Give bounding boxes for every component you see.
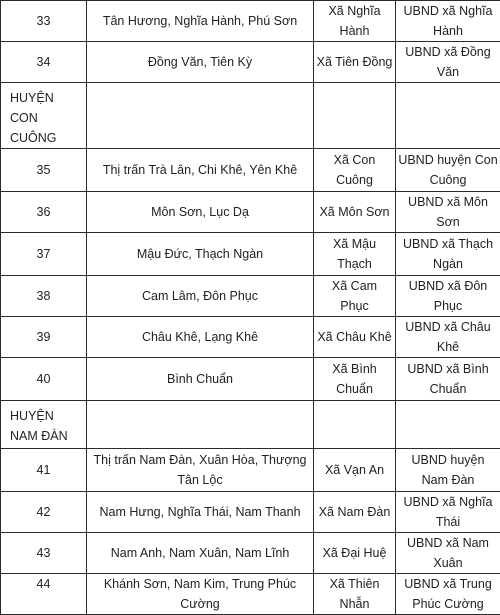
authority-cell: UBND xã Nghĩa Thái (396, 492, 500, 533)
authority-cell: UBND xã Trung Phúc Cường (396, 574, 500, 615)
table-row (1, 276, 500, 317)
table-row (1, 233, 500, 276)
row-number-cell: 42 (1, 492, 87, 533)
new-commune-cell: Xã Nghĩa Hành (314, 1, 396, 42)
new-commune-cell: Xã Châu Khê (314, 317, 396, 358)
empty-cell (87, 83, 314, 149)
table-row (1, 149, 500, 192)
row-number-cell: 33 (1, 1, 87, 42)
table-row (1, 317, 500, 358)
table-body (1, 1, 500, 615)
district-header-row (1, 83, 500, 149)
merged-areas-cell: Mậu Đức, Thạch Ngàn (87, 233, 314, 276)
row-number-cell: 35 (1, 149, 87, 192)
district-header-row (1, 401, 500, 449)
merged-areas-cell: Thị trấn Trà Lân, Chi Khê, Yên Khê (87, 149, 314, 192)
table-row (1, 1, 500, 42)
empty-cell (87, 401, 314, 449)
merged-areas-cell: Tân Hương, Nghĩa Hành, Phú Sơn (87, 1, 314, 42)
new-commune-cell: Xã Tiên Đồng (314, 42, 396, 83)
table-row (1, 358, 500, 401)
new-commune-cell: Xã Môn Sơn (314, 192, 396, 233)
empty-cell (314, 83, 396, 149)
merged-areas-cell: Môn Sơn, Lục Dạ (87, 192, 314, 233)
authority-cell: UBND xã Bình Chuẩn (396, 358, 500, 401)
table-row (1, 42, 500, 83)
authority-cell: UBND xã Đồng Văn (396, 42, 500, 83)
empty-cell (396, 83, 500, 149)
authority-cell: UBND xã Nghĩa Hành (396, 1, 500, 42)
table-row (1, 492, 500, 533)
new-commune-cell: Xã Đại Huệ (314, 533, 396, 574)
table-row (1, 533, 500, 574)
empty-cell (314, 401, 396, 449)
new-commune-cell: Xã Mậu Thạch (314, 233, 396, 276)
merged-areas-cell: Đồng Văn, Tiên Kỳ (87, 42, 314, 83)
empty-cell (396, 401, 500, 449)
new-commune-cell: Xã Thiên Nhẫn (314, 574, 396, 615)
table-row (1, 574, 500, 615)
merged-areas-cell: Nam Hưng, Nghĩa Thái, Nam Thanh (87, 492, 314, 533)
row-number-cell: 40 (1, 358, 87, 401)
merged-areas-cell: Nam Anh, Nam Xuân, Nam Lĩnh (87, 533, 314, 574)
row-number-cell: 44 (1, 574, 87, 615)
district-name: HUYỆN CON CUÔNG (1, 83, 87, 149)
new-commune-cell: Xã Bình Chuẩn (314, 358, 396, 401)
row-number-cell: 41 (1, 449, 87, 492)
row-number-cell: 43 (1, 533, 87, 574)
authority-cell: UBND xã Thạch Ngàn (396, 233, 500, 276)
authority-cell: UBND huyện Nam Đàn (396, 449, 500, 492)
merged-areas-cell: Thị trấn Nam Đàn, Xuân Hòa, Thượng Tân Lộc (87, 449, 314, 492)
new-commune-cell: Xã Nam Đàn (314, 492, 396, 533)
table-row (1, 449, 500, 492)
authority-cell: UBND xã Nam Xuân (396, 533, 500, 574)
row-number-cell: 37 (1, 233, 87, 276)
authority-cell: UBND xã Đôn Phục (396, 276, 500, 317)
row-number-cell: 34 (1, 42, 87, 83)
authority-cell: UBND xã Châu Khê (396, 317, 500, 358)
new-commune-cell: Xã Cam Phục (314, 276, 396, 317)
authority-cell: UBND xã Môn Sơn (396, 192, 500, 233)
table-row (1, 192, 500, 233)
merged-areas-cell: Bình Chuẩn (87, 358, 314, 401)
row-number-cell: 38 (1, 276, 87, 317)
merged-areas-cell: Khánh Sơn, Nam Kim, Trung Phúc Cường (87, 574, 314, 615)
new-commune-cell: Xã Con Cuông (314, 149, 396, 192)
merged-areas-cell: Cam Lâm, Đôn Phục (87, 276, 314, 317)
new-commune-cell: Xã Vạn An (314, 449, 396, 492)
authority-cell: UBND huyện Con Cuông (396, 149, 500, 192)
merged-areas-cell: Châu Khê, Lạng Khê (87, 317, 314, 358)
district-name: HUYỆN NAM ĐÀN (1, 401, 87, 449)
row-number-cell: 39 (1, 317, 87, 358)
row-number-cell: 36 (1, 192, 87, 233)
